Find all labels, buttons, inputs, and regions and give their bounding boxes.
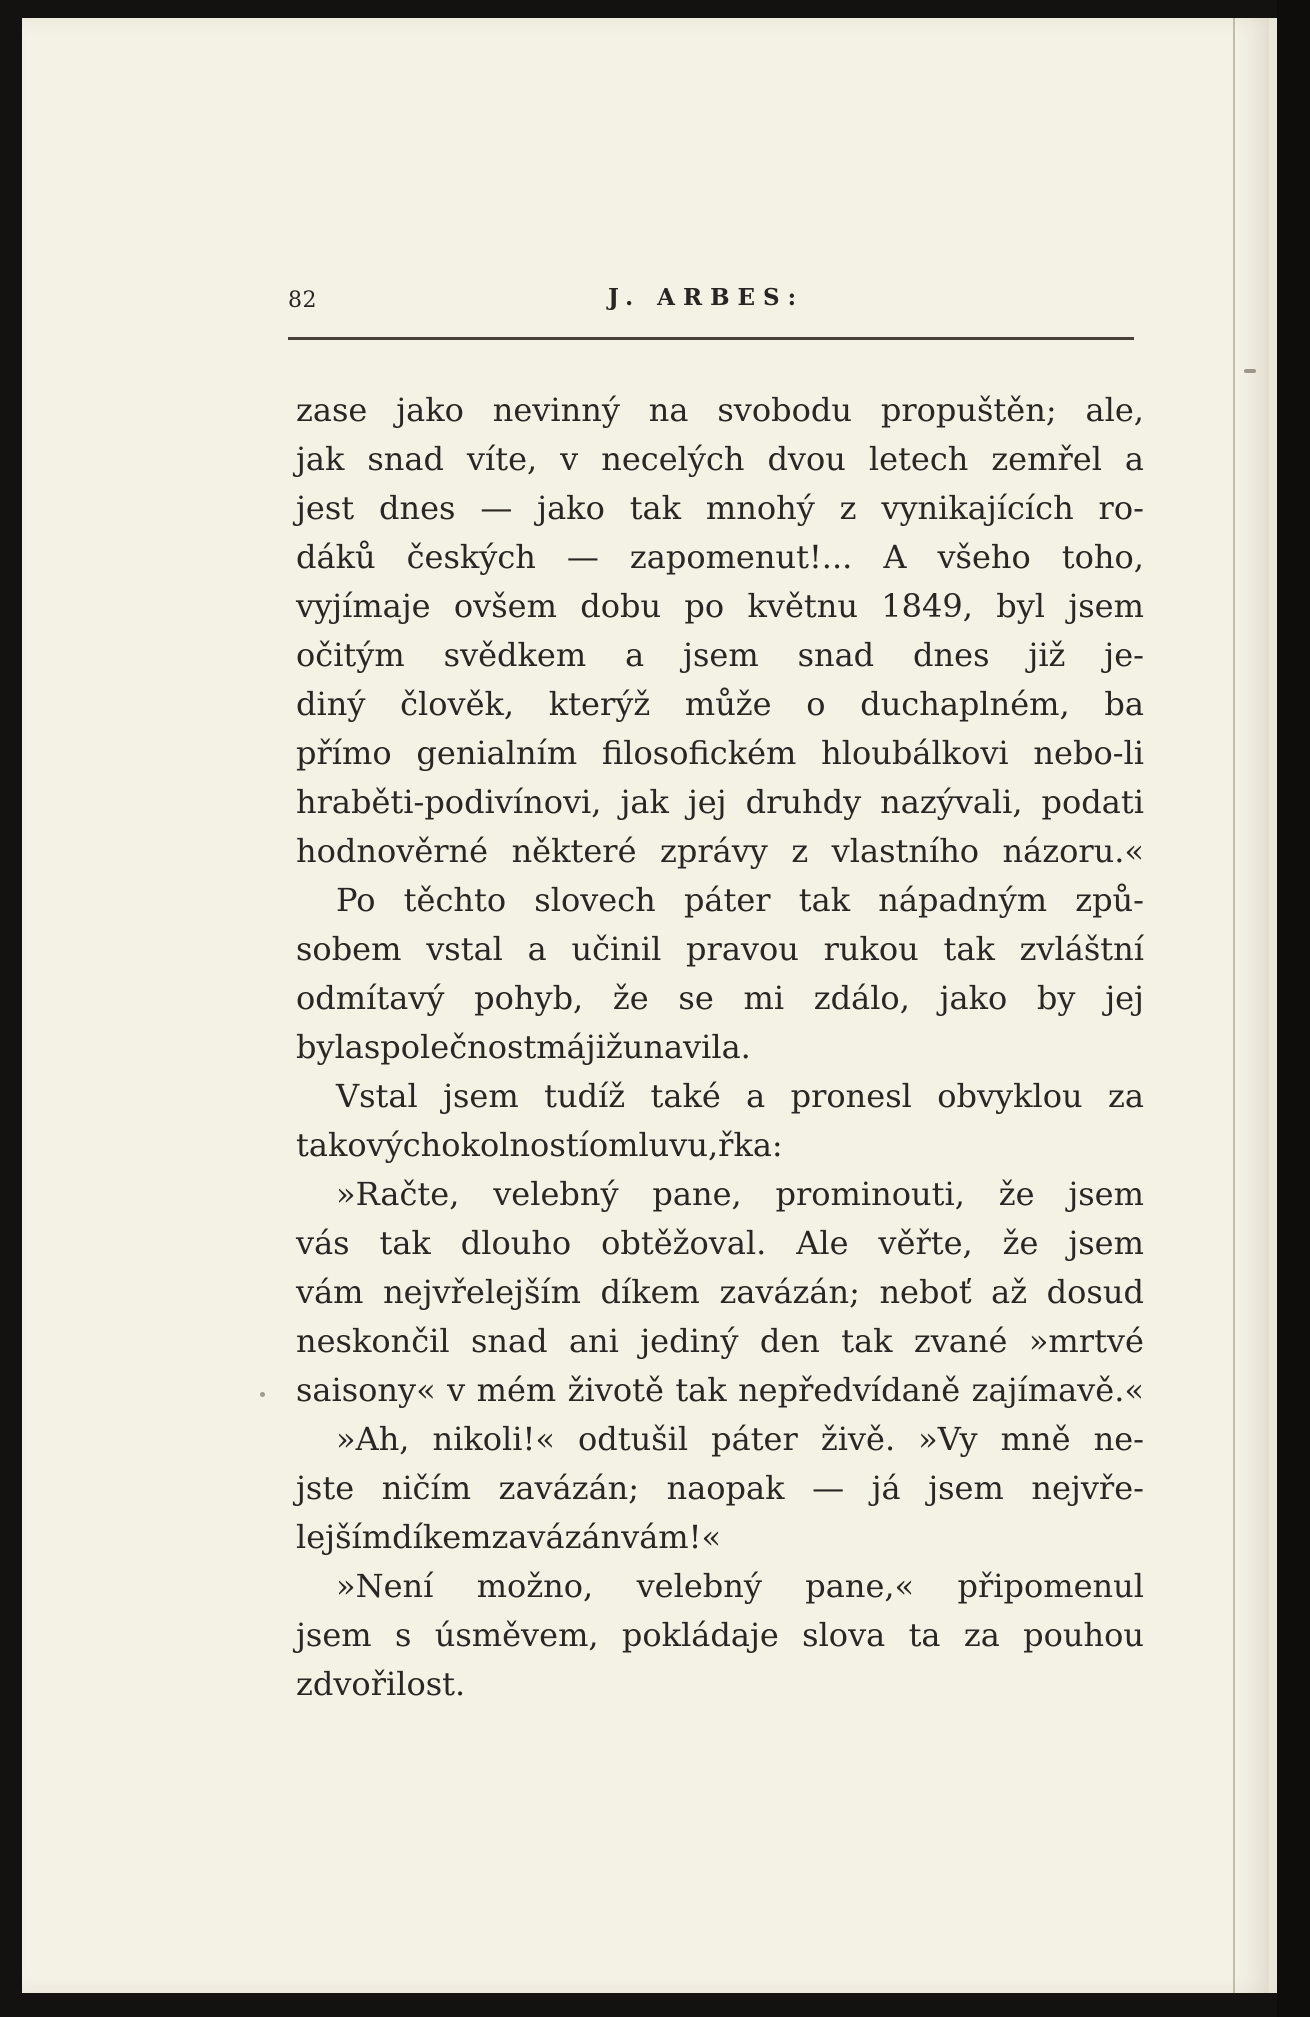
text-word: byl <box>996 587 1045 625</box>
text-word: Vstal <box>336 1077 418 1115</box>
text-word: jako <box>537 489 605 527</box>
text-word: že <box>1002 1224 1039 1262</box>
text-word: druhdy <box>745 783 862 821</box>
text-word: dosud <box>1046 1273 1144 1311</box>
text-word: díkem <box>600 1273 700 1311</box>
text-line-19 <box>296 1268 1144 1317</box>
text-word: kterýž <box>548 685 651 723</box>
text-word: nejvřelejším <box>383 1273 581 1311</box>
text-word: páter <box>683 881 771 919</box>
text-word: vstal <box>426 930 503 968</box>
text-word: dnes <box>913 636 990 674</box>
left-margin-mark <box>260 1392 265 1397</box>
text-word: byla <box>296 1028 364 1066</box>
text-word: obvyklou <box>937 1077 1083 1115</box>
running-head: J. ARBES: <box>608 284 805 311</box>
text-word: pane, <box>652 1175 742 1213</box>
text-line-14 <box>296 1023 1144 1072</box>
text-word: Ale <box>796 1224 849 1262</box>
text-word: nepředvídaně <box>738 1371 961 1409</box>
text-word: způ- <box>1075 881 1144 919</box>
text-word: naopak <box>666 1469 785 1507</box>
text-word: vlastního <box>831 832 980 870</box>
text-word: je- <box>1104 636 1144 674</box>
text-word: jediný <box>640 1322 739 1360</box>
text-word: zdálo, <box>813 979 910 1017</box>
text-word: že <box>998 1175 1035 1213</box>
text-word: jsem <box>1068 1175 1144 1213</box>
text-word: ta <box>908 1616 941 1654</box>
text-word: živě. <box>820 1420 896 1458</box>
text-word: zvláštní <box>1019 930 1144 968</box>
text-line-15 <box>296 1072 1144 1121</box>
text-word: duchaplném, <box>860 685 1070 723</box>
text-word: »Není <box>336 1567 434 1605</box>
text-word: víte, <box>466 440 538 478</box>
text-word: jsem <box>1068 587 1144 625</box>
text-word: — <box>480 489 513 527</box>
text-word: mnohý <box>705 489 815 527</box>
text-word: A <box>883 538 907 576</box>
text-word: očitým <box>296 636 405 674</box>
text-word: dlouho <box>460 1224 572 1262</box>
text-word: ro- <box>1098 489 1144 527</box>
text-word: českých <box>406 538 536 576</box>
text-word: toho, <box>1061 538 1144 576</box>
text-word: ale, <box>1085 391 1144 429</box>
page-edge <box>1233 18 1269 1993</box>
text-word: již <box>585 1028 623 1066</box>
text-word: pravou <box>686 930 799 968</box>
text-word: vynikajících <box>881 489 1074 527</box>
right-gutter <box>1277 0 1310 2017</box>
text-word: za <box>1108 1077 1144 1115</box>
text-word: společnost <box>363 1028 537 1066</box>
text-word: dvou <box>767 440 846 478</box>
text-word: »Račte, <box>336 1175 460 1213</box>
text-word: filosofickém <box>601 734 797 772</box>
text-word: jsem <box>296 1616 372 1654</box>
text-word: Po <box>336 881 376 919</box>
text-word: hloubálkovi <box>821 734 1009 772</box>
text-word: »mrtvé <box>1028 1322 1144 1360</box>
text-word: řka: <box>718 1126 783 1164</box>
text-word: člověk, <box>400 685 515 723</box>
text-word: ovšem <box>453 587 557 625</box>
text-word: okolností <box>441 1126 589 1164</box>
text-word: za <box>963 1616 1000 1654</box>
text-word: ba <box>1104 685 1144 723</box>
text-line-4 <box>296 533 1144 582</box>
text-line-27 <box>296 1660 1144 1709</box>
text-word: snad <box>470 1322 548 1360</box>
text-word: »Ah, <box>336 1420 410 1458</box>
text-word: zprávy <box>660 832 768 870</box>
text-word: prominouti, <box>775 1175 965 1213</box>
text-word: mi <box>743 979 785 1017</box>
text-word: připomenul <box>957 1567 1144 1605</box>
text-word: tak <box>798 881 851 919</box>
page-header <box>288 284 1134 324</box>
text-word: s <box>394 1616 412 1654</box>
text-word: zemřel <box>991 440 1102 478</box>
text-word: páter <box>711 1420 798 1458</box>
text-word: zdvořilost. <box>296 1665 466 1703</box>
text-line-2 <box>296 435 1144 484</box>
text-word: v <box>560 440 579 478</box>
text-line-22 <box>296 1415 1144 1464</box>
text-word: tak <box>841 1322 893 1360</box>
text-line-3 <box>296 484 1144 533</box>
text-word: mně <box>1000 1420 1071 1458</box>
text-word: vyjímaje <box>296 587 431 625</box>
text-word: jsem <box>1068 1224 1144 1262</box>
text-word: jste <box>296 1469 355 1507</box>
text-word: a <box>1124 440 1144 478</box>
text-word: jsem <box>683 636 759 674</box>
body-text <box>296 386 1144 1709</box>
text-word: dobu <box>580 587 662 625</box>
text-word: omluvu, <box>588 1126 719 1164</box>
text-word: vám!« <box>621 1518 722 1556</box>
text-word: tak <box>629 489 682 527</box>
text-line-20 <box>296 1317 1144 1366</box>
text-word: květnu <box>747 587 858 625</box>
text-line-25 <box>296 1562 1144 1611</box>
text-line-7 <box>296 680 1144 729</box>
text-word: v <box>447 1371 466 1409</box>
text-word: nebo-li <box>1033 734 1144 772</box>
text-word: velebný <box>636 1567 762 1605</box>
text-word: — <box>566 538 599 576</box>
text-word: neboť <box>879 1273 972 1311</box>
text-line-21 <box>296 1366 1144 1415</box>
text-word: pouhou <box>1023 1616 1144 1654</box>
text-word: z <box>839 489 857 527</box>
text-word: tak <box>379 1224 431 1262</box>
text-word: neskončil <box>296 1322 450 1360</box>
text-word: jak <box>620 783 669 821</box>
text-word: by <box>1036 979 1076 1017</box>
text-word: ničím <box>381 1469 472 1507</box>
text-line-16 <box>296 1121 1144 1170</box>
text-word: necelých <box>601 440 745 478</box>
text-word: vám <box>296 1273 364 1311</box>
text-word: a <box>625 636 645 674</box>
text-word: zavázán; <box>498 1469 640 1507</box>
text-word: snad <box>367 440 444 478</box>
text-word: tudíž <box>544 1077 626 1115</box>
text-word: nevinný <box>492 391 620 429</box>
text-word: zapomenut!... <box>629 538 853 576</box>
text-line-24 <box>296 1513 1144 1562</box>
text-line-17 <box>296 1170 1144 1219</box>
text-word: že <box>612 979 649 1017</box>
text-line-5 <box>296 582 1144 631</box>
text-line-26 <box>296 1611 1144 1660</box>
text-word: věřte, <box>878 1224 973 1262</box>
text-line-12 <box>296 925 1144 974</box>
text-word: těchto <box>403 881 507 919</box>
text-word: rukou <box>823 930 919 968</box>
text-word: takových <box>296 1126 442 1164</box>
text-word: všeho <box>937 538 1031 576</box>
text-word: z <box>791 832 809 870</box>
text-word: a <box>527 930 547 968</box>
text-word: nápadným <box>878 881 1048 919</box>
text-line-13 <box>296 974 1144 1023</box>
text-word: diný <box>296 685 366 723</box>
text-word: pokládaje <box>621 1616 779 1654</box>
header-rule <box>288 337 1134 340</box>
text-word: dáků <box>296 538 376 576</box>
text-word: nikoli!« <box>432 1420 555 1458</box>
text-word: dnes <box>379 489 456 527</box>
text-word: den <box>759 1322 820 1360</box>
text-word: učinil <box>571 930 662 968</box>
text-word: odtušil <box>577 1420 689 1458</box>
text-word: životě <box>567 1371 664 1409</box>
text-word: na <box>648 391 689 429</box>
text-word: vás <box>296 1224 350 1262</box>
text-word: sobem <box>296 930 402 968</box>
page-number: 82 <box>288 288 317 313</box>
text-word: úsměvem, <box>434 1616 599 1654</box>
text-line-11 <box>296 876 1144 925</box>
text-line-1 <box>296 386 1144 435</box>
text-word: jej <box>1105 979 1144 1017</box>
text-word: jako <box>939 979 1008 1017</box>
text-word: zase <box>296 391 368 429</box>
text-line-9 <box>296 778 1144 827</box>
text-word: přímo <box>296 734 392 772</box>
text-word: ne- <box>1093 1420 1144 1458</box>
text-word: pohyb, <box>474 979 584 1017</box>
text-word: svědkem <box>443 636 587 674</box>
text-word: některé <box>511 832 637 870</box>
text-word: také <box>650 1077 721 1115</box>
text-word: podati <box>1041 783 1144 821</box>
text-word: jsem <box>928 1469 1004 1507</box>
text-word: pane,« <box>805 1567 915 1605</box>
text-word: názoru.« <box>1002 832 1144 870</box>
text-word: obtěžoval. <box>601 1224 767 1262</box>
text-word: hodnověrné <box>296 832 489 870</box>
text-word: unavila. <box>622 1028 751 1066</box>
text-word: slova <box>802 1616 886 1654</box>
text-word: nejvře- <box>1031 1469 1144 1507</box>
text-word: propuštěn; <box>880 391 1057 429</box>
text-word: hraběti-podivínovi, <box>296 783 602 821</box>
text-word: díkem <box>392 1518 492 1556</box>
right-margin-mark <box>1244 369 1256 373</box>
text-word: odmítavý <box>296 979 445 1017</box>
text-word: jako <box>396 391 464 429</box>
text-word: letech <box>868 440 969 478</box>
text-word: a <box>746 1077 766 1115</box>
text-word: o <box>806 685 826 723</box>
text-word: jsem <box>443 1077 519 1115</box>
text-word: mém <box>476 1371 557 1409</box>
text-line-8 <box>296 729 1144 778</box>
text-word: svobodu <box>717 391 852 429</box>
text-word: zavázán; <box>719 1273 860 1311</box>
text-word: ani <box>568 1322 619 1360</box>
text-word: již <box>1028 636 1066 674</box>
text-word: 1849, <box>881 587 973 625</box>
text-word: pronesl <box>790 1077 912 1115</box>
text-word: tak <box>675 1371 727 1409</box>
text-word: — <box>812 1469 845 1507</box>
text-line-10 <box>296 827 1144 876</box>
text-word: jej <box>687 783 727 821</box>
text-word: může <box>684 685 772 723</box>
text-word: možno, <box>476 1567 594 1605</box>
text-line-23 <box>296 1464 1144 1513</box>
text-word: má <box>536 1028 586 1066</box>
text-word: genialním <box>416 734 578 772</box>
text-word: zvané <box>913 1322 1008 1360</box>
text-word: se <box>678 979 714 1017</box>
text-word: až <box>991 1273 1028 1311</box>
text-word: slovech <box>534 881 656 919</box>
text-word: saisony« <box>296 1371 436 1409</box>
text-line-6 <box>296 631 1144 680</box>
text-word: »Vy <box>918 1420 978 1458</box>
text-word: snad <box>797 636 875 674</box>
text-line-18 <box>296 1219 1144 1268</box>
text-word: zavázán <box>491 1518 622 1556</box>
text-word: já <box>871 1469 901 1507</box>
text-word: nazývali, <box>880 783 1023 821</box>
text-word: tak <box>943 930 995 968</box>
text-word: zajímavě.« <box>971 1371 1144 1409</box>
text-word: po <box>684 587 725 625</box>
text-word: velebný <box>493 1175 619 1213</box>
text-word: jest <box>296 489 355 527</box>
text-word: lejším <box>296 1518 393 1556</box>
text-word: jak <box>296 440 345 478</box>
